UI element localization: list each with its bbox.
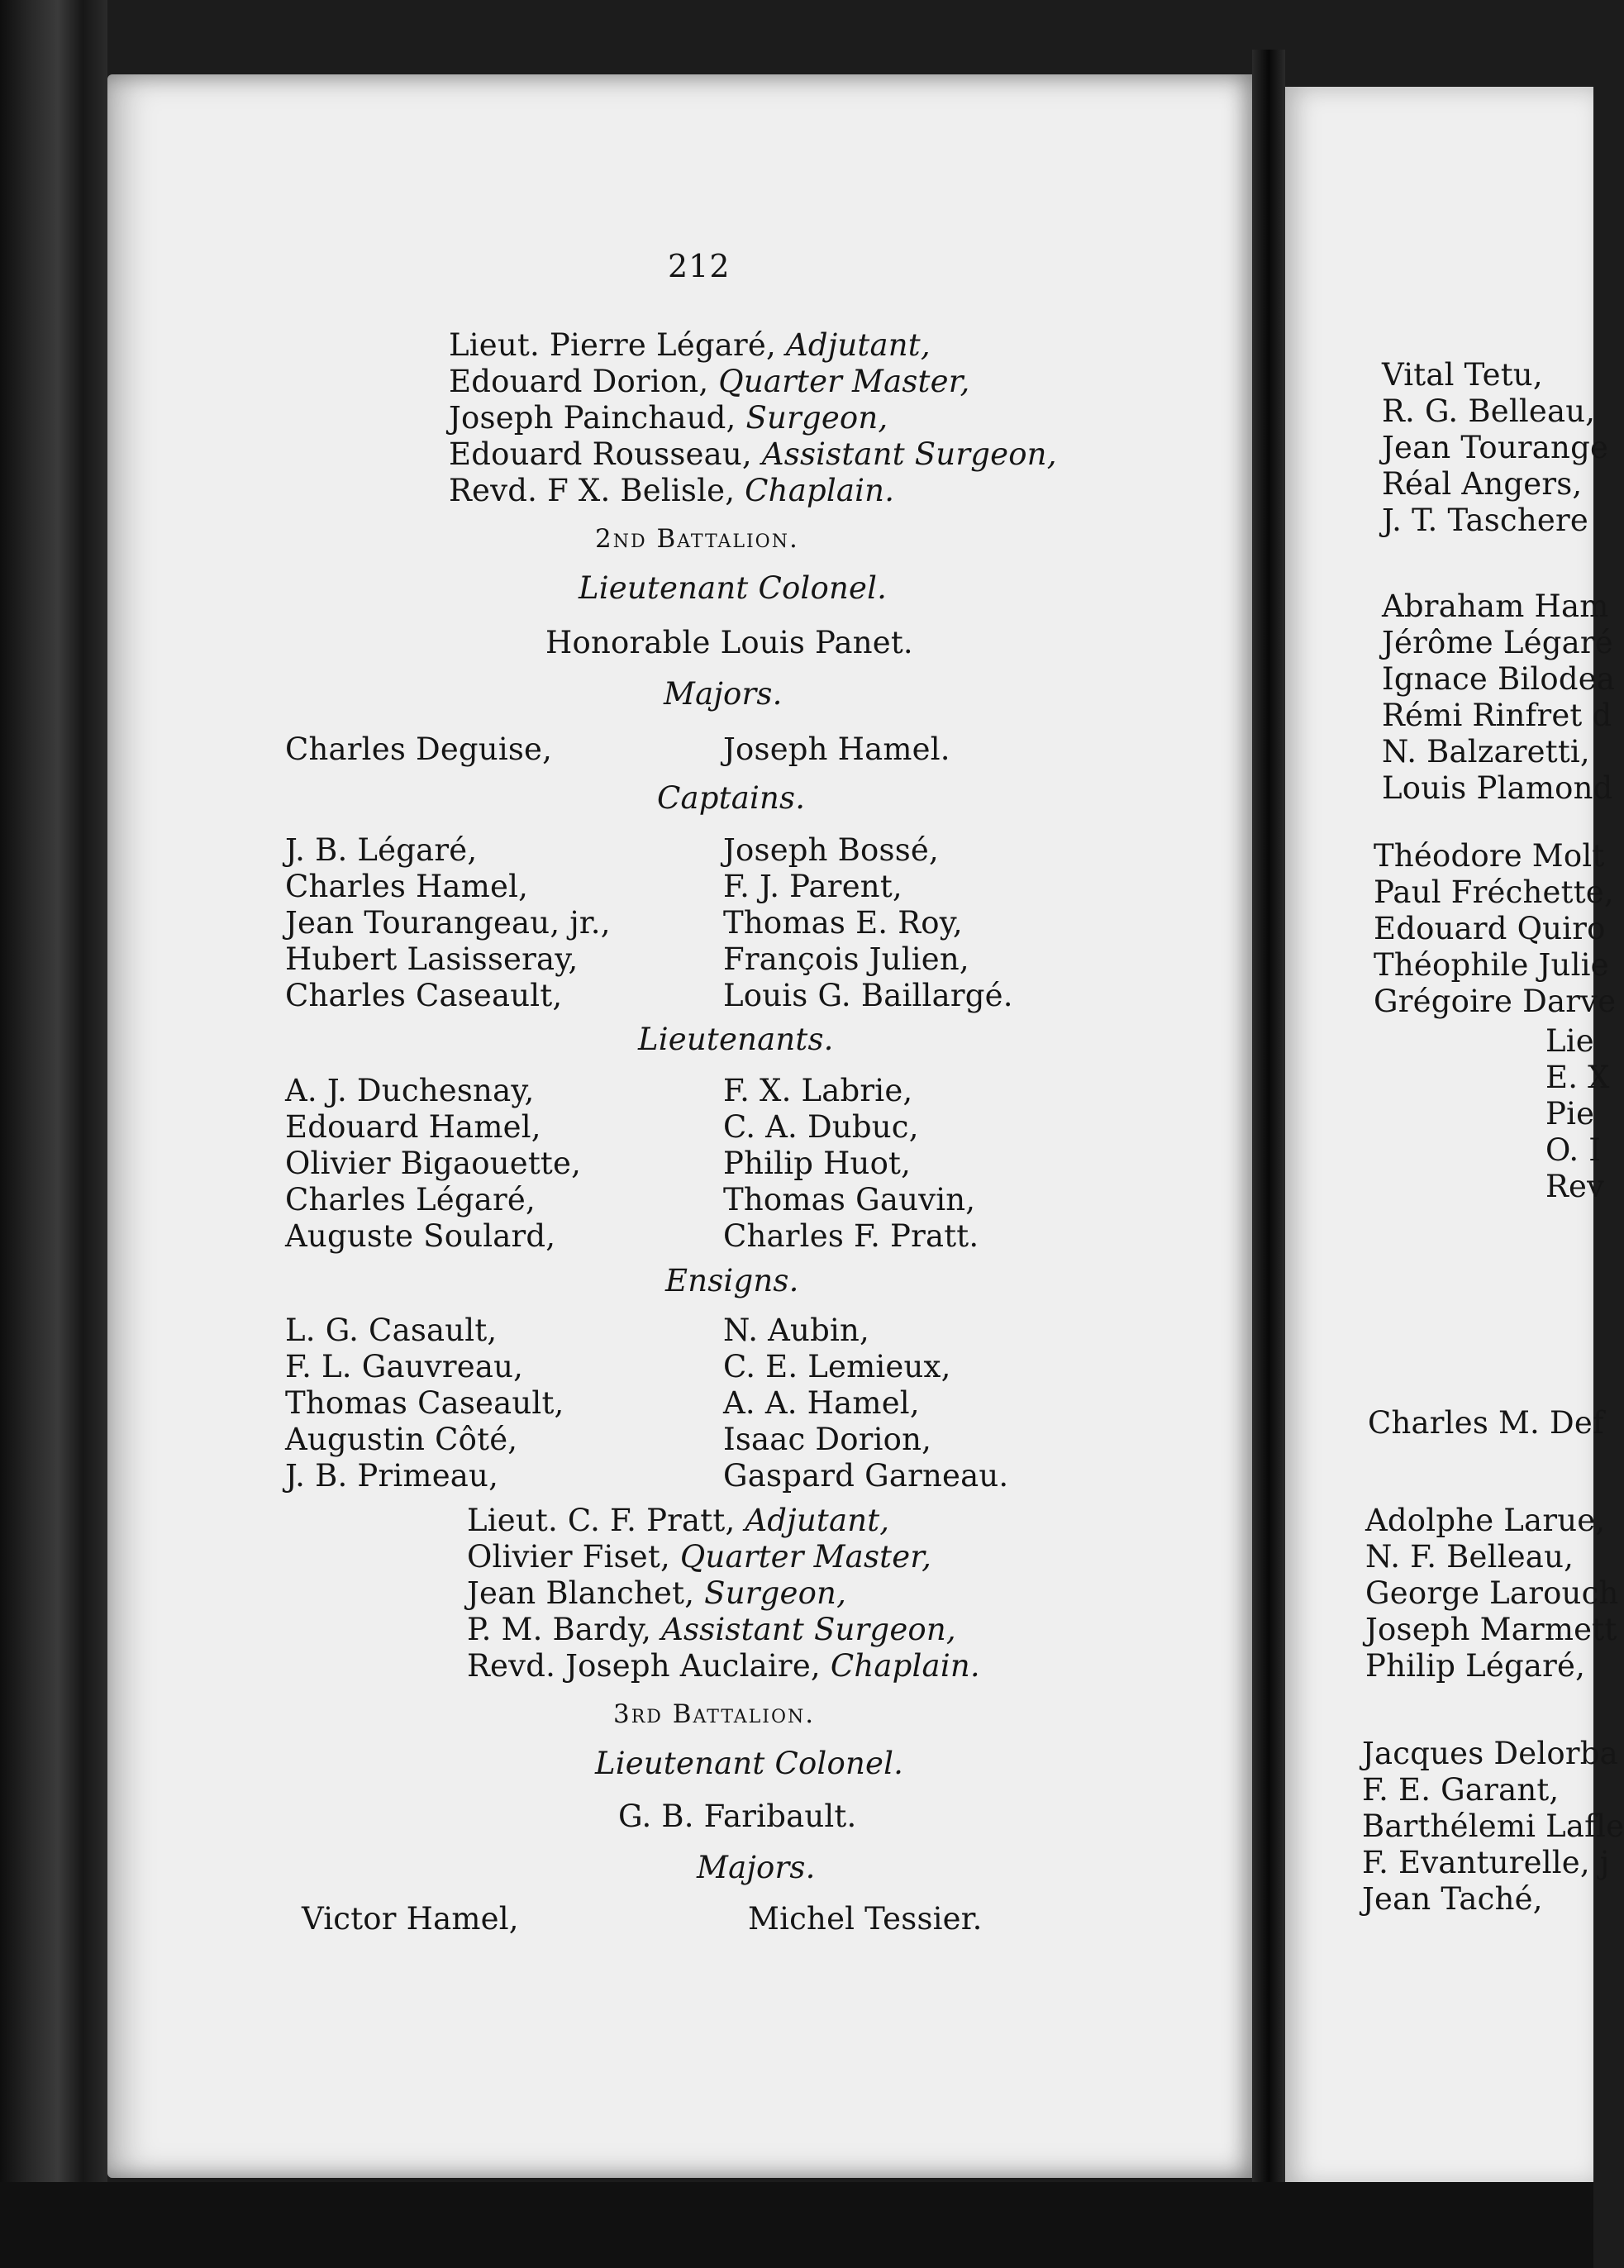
staff-entry: P. M. Bardy, Assistant Surgeon, bbox=[467, 1612, 956, 1647]
staff-entry: Revd. Joseph Auclaire, Chaplain. bbox=[467, 1648, 980, 1684]
staff-list-1 bbox=[449, 327, 1057, 509]
lieutenant-name: Auguste Soulard, bbox=[285, 1218, 556, 1254]
section-title-majors: Majors. bbox=[697, 1850, 816, 1885]
page-number: 212 bbox=[668, 248, 731, 284]
right-page-group-7 bbox=[1362, 1736, 1624, 1918]
right-page-entry: Vital Tetu, bbox=[1382, 357, 1543, 393]
staff-entry: Olivier Fiset, Quarter Master, bbox=[467, 1539, 932, 1575]
captains-right-column bbox=[723, 832, 1013, 1014]
staff-entry: Lieut. Pierre Légaré, Adjutant, bbox=[449, 327, 931, 363]
ensign-name: L. G. Casault, bbox=[285, 1313, 498, 1348]
section-title-lt-colonel: Lieutenant Colonel. bbox=[595, 1746, 904, 1781]
right-page-entry: Jean Taché, bbox=[1362, 1881, 1543, 1917]
lt-colonel-name: Honorable Louis Panet. bbox=[545, 625, 913, 660]
staff-entry: Revd. F X. Belisle, Chaplain. bbox=[449, 473, 895, 508]
right-page-entry: N. F. Belleau, bbox=[1365, 1539, 1574, 1575]
book-gutter bbox=[1252, 50, 1285, 2182]
right-page-entry: Abraham Ham bbox=[1382, 588, 1609, 624]
book-spine-edge bbox=[0, 0, 107, 2268]
staff-entry: Edouard Dorion, Quarter Master, bbox=[449, 364, 970, 399]
lieutenant-name: Philip Huot, bbox=[723, 1146, 912, 1181]
right-page-group-3 bbox=[1374, 838, 1616, 1020]
lieutenant-name: Charles Légaré, bbox=[285, 1182, 536, 1217]
right-page-entry: F. E. Garant, bbox=[1362, 1772, 1560, 1808]
right-page-entry: George Larouch bbox=[1365, 1575, 1619, 1611]
ensign-name: C. E. Lemieux, bbox=[723, 1349, 951, 1384]
right-page-entry: F. Evanturelle, j bbox=[1362, 1845, 1610, 1880]
major-name: Charles Deguise, bbox=[285, 731, 553, 767]
ensign-name: N. Aubin, bbox=[723, 1313, 869, 1348]
staff-entry: Jean Blanchet, Surgeon, bbox=[467, 1575, 847, 1611]
captain-name: Jean Tourangeau, jr., bbox=[285, 905, 611, 941]
section-title-ensigns: Ensigns. bbox=[665, 1263, 799, 1298]
right-page-entry: Théodore Molt bbox=[1374, 838, 1605, 874]
right-page-entry: R. G. Belleau, bbox=[1382, 393, 1596, 429]
ensign-name: Thomas Caseault, bbox=[285, 1385, 564, 1421]
lieutenants-right-column bbox=[723, 1073, 979, 1255]
right-page-entry: Paul Fréchette, bbox=[1374, 874, 1614, 910]
right-page-entry: Adolphe Larue, bbox=[1365, 1503, 1606, 1538]
battalion-heading: 2nd Battalion. bbox=[595, 524, 799, 554]
lieutenant-name: C. A. Dubuc, bbox=[723, 1109, 919, 1145]
ensigns-right-column bbox=[723, 1313, 1008, 1494]
right-page-entry: Lie bbox=[1545, 1023, 1594, 1059]
major-name: Victor Hamel, bbox=[302, 1901, 519, 1937]
right-page-group-2 bbox=[1382, 588, 1615, 807]
lieutenant-name: Edouard Hamel, bbox=[285, 1109, 541, 1145]
right-page-entry: Rev bbox=[1545, 1169, 1605, 1204]
staff-entry: Lieut. C. F. Pratt, Adjutant, bbox=[467, 1503, 890, 1538]
right-page-entry: Philip Légaré, bbox=[1365, 1648, 1586, 1684]
lieutenant-name: Olivier Bigaouette, bbox=[285, 1146, 582, 1181]
right-page-entry: Charles M. Def bbox=[1368, 1405, 1604, 1441]
right-page-entry: Jérôme Légaré bbox=[1382, 625, 1613, 660]
captain-name: F. J. Parent, bbox=[723, 869, 902, 904]
right-page-entry: Jean Tourange bbox=[1382, 430, 1609, 465]
right-page-entry: Théophile Julie bbox=[1374, 947, 1609, 983]
right-page-group-1 bbox=[1382, 357, 1608, 539]
ensign-name: Isaac Dorion, bbox=[723, 1422, 932, 1457]
lieutenant-name: Charles F. Pratt. bbox=[723, 1218, 979, 1254]
ensign-name: Augustin Côté, bbox=[285, 1422, 518, 1457]
right-page-entry: N. Balzaretti, bbox=[1382, 734, 1590, 770]
right-page-entry: Ignace Bilodea bbox=[1382, 661, 1616, 697]
right-page-group-4 bbox=[1545, 1023, 1610, 1205]
right-page-entry: O. I bbox=[1545, 1132, 1602, 1168]
section-title-captains: Captains. bbox=[657, 780, 806, 816]
ensign-name: J. B. Primeau, bbox=[285, 1458, 499, 1494]
lt-colonel-name: G. B. Faribault. bbox=[618, 1799, 857, 1834]
captain-name: Louis G. Baillargé. bbox=[723, 978, 1013, 1013]
lieutenant-name: Thomas Gauvin, bbox=[723, 1182, 976, 1217]
staff-list-2 bbox=[467, 1503, 980, 1684]
section-title-majors: Majors. bbox=[664, 676, 783, 712]
section-title-lt-colonel: Lieutenant Colonel. bbox=[579, 570, 888, 606]
right-page-entry: Joseph Marmett bbox=[1365, 1612, 1617, 1647]
right-page-entry: E. X bbox=[1545, 1060, 1610, 1095]
right-page-entry: Jacques Delorba bbox=[1362, 1736, 1618, 1771]
right-page-entry: Réal Angers, bbox=[1382, 466, 1583, 502]
ensign-name: Gaspard Garneau. bbox=[723, 1458, 1009, 1494]
right-page-entry: Rémi Rinfret d bbox=[1382, 698, 1612, 733]
captain-name: J. B. Légaré, bbox=[285, 832, 478, 868]
right-page-entry: J. T. Taschere bbox=[1382, 503, 1588, 538]
right-page-entry: Barthélemi Lafle bbox=[1362, 1808, 1624, 1844]
section-title-lieutenants: Lieutenants. bbox=[638, 1022, 834, 1057]
right-page-group-5 bbox=[1368, 1405, 1604, 1441]
captain-name: Charles Hamel, bbox=[285, 869, 529, 904]
ensigns-left-column bbox=[285, 1313, 564, 1494]
captain-name: François Julien, bbox=[723, 941, 969, 977]
lieutenant-name: A. J. Duchesnay, bbox=[285, 1073, 535, 1108]
captain-name: Thomas E. Roy, bbox=[723, 905, 963, 941]
lieutenant-name: F. X. Labrie, bbox=[723, 1073, 913, 1108]
ensign-name: A. A. Hamel, bbox=[723, 1385, 920, 1421]
scan-bottom-edge bbox=[0, 2182, 1593, 2268]
right-page-entry: Louis Plamond bbox=[1382, 770, 1613, 806]
battalion-heading: 3rd Battalion. bbox=[613, 1699, 816, 1729]
captain-name: Joseph Bossé, bbox=[723, 832, 939, 868]
right-page-group-6 bbox=[1365, 1503, 1619, 1684]
staff-entry: Joseph Painchaud, Surgeon, bbox=[449, 400, 888, 436]
right-page-entry: Edouard Quiro bbox=[1374, 911, 1606, 946]
right-page-entry: Pie bbox=[1545, 1096, 1595, 1132]
major-name: Michel Tessier. bbox=[748, 1901, 983, 1937]
captain-name: Charles Caseault, bbox=[285, 978, 563, 1013]
captains-left-column bbox=[285, 832, 611, 1014]
right-page-entry: Grégoire Darve bbox=[1374, 984, 1617, 1019]
lieutenants-left-column bbox=[285, 1073, 581, 1255]
captain-name: Hubert Lasisseray, bbox=[285, 941, 579, 977]
staff-entry: Edouard Rousseau, Assistant Surgeon, bbox=[449, 436, 1057, 472]
major-name: Joseph Hamel. bbox=[723, 731, 950, 767]
ensign-name: F. L. Gauvreau, bbox=[285, 1349, 524, 1384]
